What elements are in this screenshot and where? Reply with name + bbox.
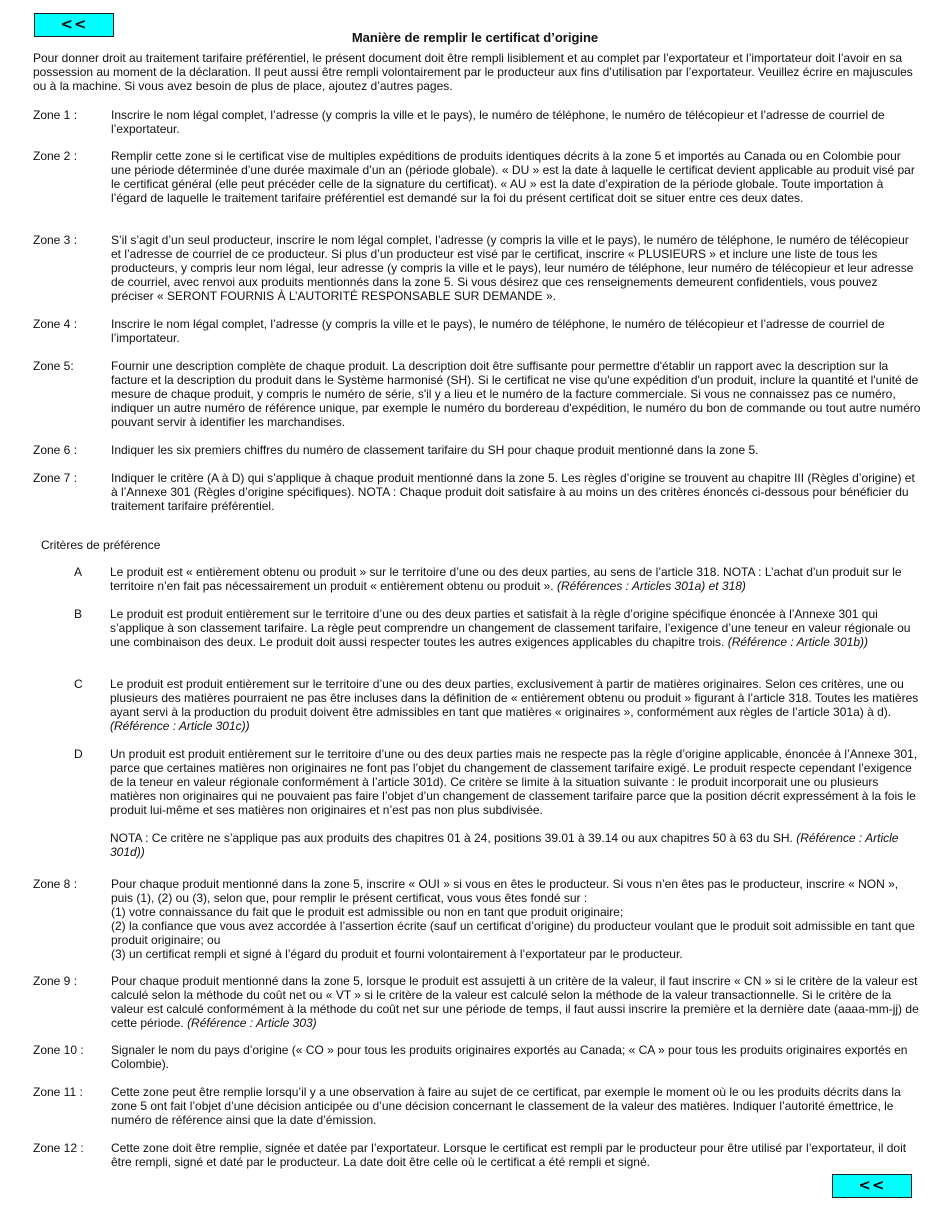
criterion-text: Un produit est produit entièrement sur le territoire d’une ou des deux parties mais ne respecte pas la règle d’origine applicable, énoncée à l’Annexe 301, parce que certaines matières non originaires ne font pas l’objet du changement de classement tarifaire exigé. Le produit respecte cependant l’exigence de la teneur en valeur régionale conformément à l’article 301d). Ce critère se limite à la situation suivante : le produit incorporait une ou plusieurs matières non originaires qui ne pouvaient pas faire l’objet d’un changement de classement tarifaire parce que la position décrit expressément à la fois le produit lui-même et ses matières non originaires et n’est pas non plus subdivisée.: [110, 747, 918, 817]
zone-label: Zone 6 :: [33, 443, 78, 457]
zone-label: Zone 4 :: [33, 317, 78, 331]
criterion-reference: (Référence : Article 301c)): [110, 719, 250, 733]
zone-label: Zone 12 :: [33, 1141, 84, 1155]
criterion-reference: (Référence : Article 301b)): [727, 635, 868, 649]
zone-label: Zone 5:: [33, 359, 74, 373]
zone-text: S’il s’agit d’un seul producteur, inscrire le nom légal complet, l’adresse (y compris la ville et le pays), le numéro de téléphone, le numéro de télécopieur et l’adresse de courriel de ce producteur. Si plus d’un producteur est visé par le certificat, inscrire « PLUSIEURS » et inclure une liste de tous les producteurs, y compris leur nom légal, leur adresse (y compris la ville et le pays), leur numéro de téléphone, leur numéro de télécopieur et leur adresse de courriel, avec renvoi aux produits mentionnés dans la zone 5. Si vous désirez que ces renseignements demeurent confidentiels, vous pouvez préciser « SERONT FOURNIS À L’AUTORITÉ RESPONSABLE SUR DEMANDE ».: [111, 233, 914, 303]
zone-8-line: (3) un certificat rempli et signé à l’égard du produit et fourni volontairement à l’exportateur par le producteur.: [111, 947, 683, 961]
criterion-reference: (Références : Articles 301a) et 318): [556, 579, 746, 593]
criterion-label: A: [74, 565, 83, 579]
zone-text: Remplir cette zone si le certificat vise de multiples expéditions de produits identiques décrits à la zone 5 et importés au Canada ou en Colombie pour une période déterminée d’une durée maximale d’un an (période globale). « DU » est la date à laquelle le certificat devient applicable au produit visé par le certificat général (elle peut précéder celle de la signature du certificat). « AU » est la date d’expiration de la période globale. Toute importation à l’égard de laquelle le traitement tarifaire préférentiel est demandé sur la foi du présent certificat doit se situer entre ces deux dates.: [111, 149, 915, 205]
zone-label: Zone 8 :: [33, 877, 78, 891]
zone-label: Zone 3 :: [33, 233, 78, 247]
back-button-bottom[interactable]: <<: [832, 1174, 912, 1198]
criterion-d-note: NOTA : Ce critère ne s’applique pas aux produits des chapitres 01 à 24, positions 39.01 à 39.14 ou aux chapitres 50 à 63 du SH. (Référence : Article 301d)): [110, 831, 899, 859]
note-reference: (Référence : Article 301d)): [110, 831, 899, 859]
criteria-heading: Critères de préférence: [41, 538, 161, 552]
zone-text: Indiquer le critère (A à D) qui s’applique à chaque produit mentionné dans la zone 5. Les règles d’origine se trouvent au chapitre III (Règles d’origine) et à l’Annexe 301 (Règles d’origine spécifiques). NOTA : Chaque produit doit satisfaire à au moins un des critères énoncés ci-dessous pour bénéficier du traitement tarifaire préférentiel.: [111, 471, 915, 513]
zone-text: Pour chaque produit mentionné dans la zone 5, lorsque le produit est assujetti à un critère de la valeur, il faut inscrire « CN » si le critère de la valeur est calculé selon la méthode du coût net ou « VT » si le critère de la valeur est calculé selon la méthode de la valeur transactionnelle. Si le critère de la valeur est calculé conformément à la méthode du coût net sur une période de temps, il faut aussi inscrire la première et la dernière date (aaaa-mm-jj) de cette période. (Référence : Article 303): [111, 974, 919, 1030]
criterion-text: Le produit est produit entièrement sur le territoire d’une ou des deux parties, exclusivement à partir de matières originaires. Selon ces critères, une ou plusieurs des matières pourraient ne pas être incluses dans la définition de « entièrement obtenu ou produit » figurant à l’article 318. Toutes les matières ayant servi à la production du produit doivent être admissibles en tant que matières « originaires », conformément aux règles de l’article 301a) à d). (Référence : Article 301c)): [110, 677, 919, 733]
back-button[interactable]: <<: [34, 13, 114, 37]
criterion-label: B: [74, 607, 83, 621]
zone-8-line: (1) votre connaissance du fait que le produit est admissible ou non en tant que produit originaire;: [111, 905, 624, 919]
zone-text: [111, 877, 921, 961]
zone-text: Indiquer les six premiers chiffres du numéro de classement tarifaire du SH pour chaque produit mentionné dans la zone 5.: [111, 443, 759, 457]
page-title: Manière de remplir le certificat d’origine: [351, 30, 599, 45]
zone-label: Zone 7 :: [33, 471, 78, 485]
zone-label: Zone 11 :: [33, 1085, 83, 1099]
zone-label: Zone 2 :: [33, 149, 78, 163]
zone-text: Inscrire le nom légal complet, l’adresse (y compris la ville et le pays), le numéro de téléphone, le numéro de télécopieur et l’adresse de courriel de l’exportateur.: [111, 108, 885, 136]
criterion-text: Le produit est produit entièrement sur le territoire d’une ou des deux parties et satisfait à la règle d’origine spécifique énoncée à l’Annexe 301 qui s’applique à son classement tarifaire. La règle peut comprendre un changement de classement tarifaire, l’exigence d’une teneur en valeur régionale ou une combinaison des deux. Le produit doit aussi respecter toutes les autres exigences applicables du chapitre trois. (Référence : Article 301b)): [110, 607, 911, 649]
intro-paragraph: Pour donner droit au traitement tarifaire préférentiel, le présent document doit être rempli lisiblement et au complet par l’exportateur et l’importateur doit l’avoir en sa possession au moment de la déclaration. Il peut aussi être rempli volontairement par le producteur aux fins d’utilisation par l’exportateur. Veuillez écrire en majuscules ou à la machine. Si vous avez besoin de plus de place, ajoutez d’autres pages.: [33, 51, 913, 93]
criterion-text: Le produit est « entièrement obtenu ou produit » sur le territoire d’une ou des deux parties, au sens de l’article 318. NOTA : L’achat d’un produit sur le territoire n’en fait pas nécessairement un produit « entièrement obtenu ou produit ». (Références : Articles 301a) et 318): [110, 565, 902, 593]
zone-label: Zone 1 :: [33, 108, 78, 122]
zone-reference: (Référence : Article 303): [187, 1016, 317, 1030]
zone-text: Cette zone peut être remplie lorsqu’il y a une observation à faire au sujet de ce certificat, par exemple le moment où le ou les produits décrits dans la zone 5 ont fait l’objet d’une décision anticipée ou d’une décision concernant le classement de la valeur des matières. Indiquer l’autorité émettrice, le numéro de référence ainsi que la date d’émission.: [111, 1085, 901, 1127]
criterion-label: C: [74, 677, 83, 691]
zone-text: Inscrire le nom légal complet, l’adresse (y compris la ville et le pays), le numéro de téléphone, le numéro de télécopieur et l’adresse de courriel de l’importateur.: [111, 317, 885, 345]
zone-text: Signaler le nom du pays d’origine (« CO » pour tous les produits originaires exportés au Canada; « CA » pour tous les produits originaires exportés en Colombie).: [111, 1043, 908, 1071]
zone-8-line: (2) la confiance que vous avez accordée à l’assertion écrite (sauf un certificat d’origine) du producteur voulant que le produit soit admissible en tant que produit originaire; ou: [111, 919, 915, 947]
criterion-label: D: [74, 747, 83, 761]
zone-8-line: Pour chaque produit mentionné dans la zone 5, inscrire « OUI » si vous en êtes le producteur. Si vous n’en êtes pas le producteur, inscrire « NON », puis (1), (2) ou (3), selon que, pour remplir le présent certificat, vous vous êtes fondé sur :: [111, 877, 899, 905]
zone-text: Fournir une description complète de chaque produit. La description doit être suffisante pour permettre d'établir un rapport avec la description sur la facture et la description du produit dans le Système harmonisé (SH). Si le certificat ne vise qu'une expédition d'un produit, inclure la quantité et l'unité de mesure de chaque produit, y compris le numéro de série, s'il y a lieu et le numéro de la facture commerciale. Si vous ne connaissez pas ce numéro, indiquer un autre numéro de référence unique, par exemple le numéro du bordereau d'expédition, le numéro du bon de commande ou tout autre numéro pouvant servir à identifier les marchandises.: [111, 359, 921, 429]
zone-label: Zone 10 :: [33, 1043, 84, 1057]
zone-label: Zone 9 :: [33, 974, 78, 988]
zone-text: Cette zone doit être remplie, signée et datée par l’exportateur. Lorsque le certificat est rempli par le producteur pour être utilisé par l’exportateur, il doit être rempli, signé et daté par le producteur. La date doit être celle où le certificat a été rempli et signé.: [111, 1141, 907, 1169]
